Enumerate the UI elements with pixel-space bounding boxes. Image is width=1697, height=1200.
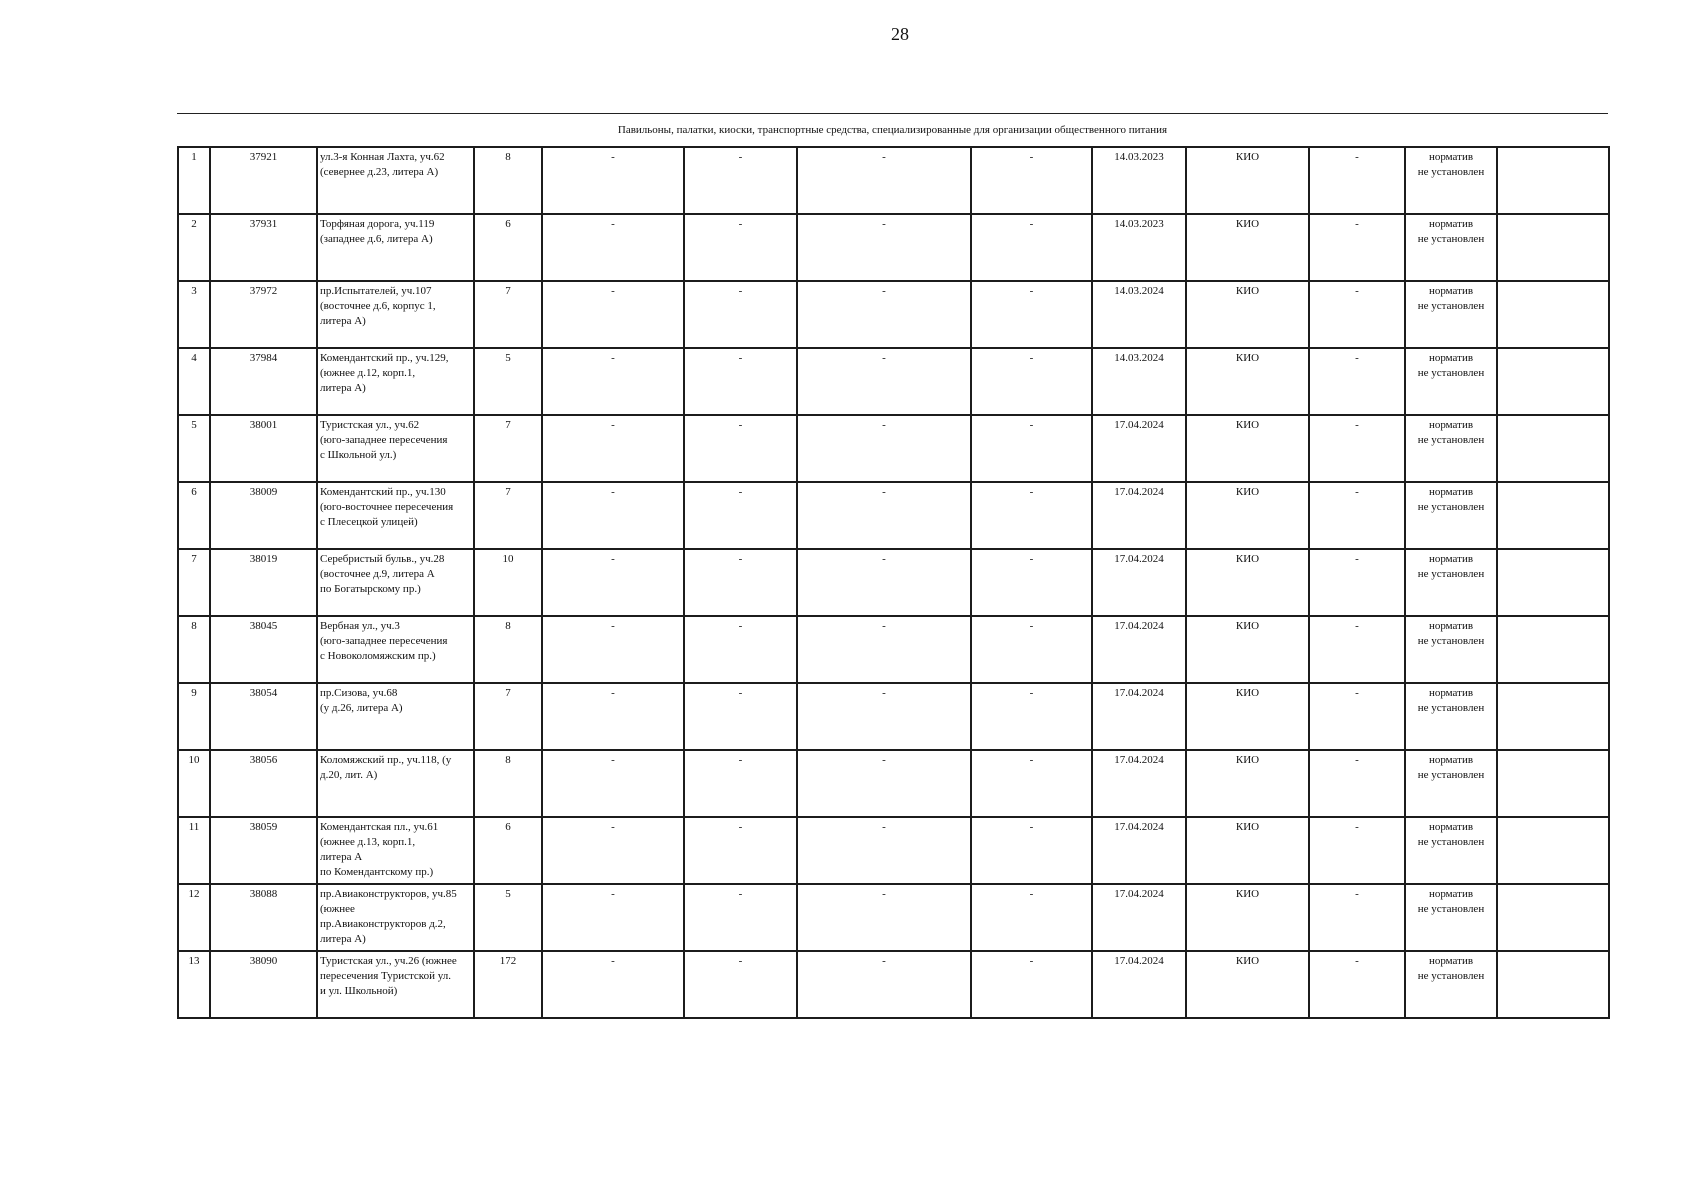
empty-value-cell: - <box>797 817 971 884</box>
object-id-cell: 38054 <box>210 683 317 750</box>
empty-value-cell: - <box>797 549 971 616</box>
table-row <box>178 616 1609 683</box>
area-cell: 8 <box>474 147 542 214</box>
area-cell: 5 <box>474 884 542 951</box>
row-number-cell: 11 <box>178 817 210 884</box>
empty-value-cell: - <box>542 348 684 415</box>
empty-value-cell: - <box>797 683 971 750</box>
address-cell: Туристская ул., уч.26 (южнее пересечения Туристской ул. и ул. Школьной) <box>317 951 474 1018</box>
empty-value-cell: - <box>797 214 971 281</box>
owner-cell: КИО <box>1186 348 1309 415</box>
empty-value-cell: - <box>542 683 684 750</box>
table-row <box>178 281 1609 348</box>
empty-value-cell: - <box>971 147 1092 214</box>
empty-value-cell: - <box>542 616 684 683</box>
area-cell: 6 <box>474 817 542 884</box>
empty-value-cell: - <box>542 214 684 281</box>
object-id-cell: 38001 <box>210 415 317 482</box>
empty-value-cell: - <box>1309 281 1405 348</box>
address-cell: пр.Испытателей, уч.107 (восточнее д.6, корпус 1, литера А) <box>317 281 474 348</box>
empty-value-cell: - <box>684 415 797 482</box>
empty-value-cell: - <box>797 281 971 348</box>
extra-cell-cell <box>1497 884 1609 951</box>
date-cell: 17.04.2024 <box>1092 817 1186 884</box>
empty-value-cell: - <box>684 951 797 1018</box>
empty-value-cell: - <box>684 884 797 951</box>
date-cell: 17.04.2024 <box>1092 683 1186 750</box>
empty-value-cell: - <box>542 147 684 214</box>
row-number-cell: 10 <box>178 750 210 817</box>
empty-value-cell: - <box>971 348 1092 415</box>
norm-status-cell: норматив не установлен <box>1405 884 1497 951</box>
date-cell: 17.04.2024 <box>1092 951 1186 1018</box>
owner-cell: КИО <box>1186 482 1309 549</box>
empty-value-cell: - <box>797 147 971 214</box>
empty-value-cell: - <box>797 750 971 817</box>
area-cell: 7 <box>474 482 542 549</box>
norm-status-cell: норматив не установлен <box>1405 549 1497 616</box>
address-cell: Вербная ул., уч.3 (юго-западнее пересечения с Новоколомяжским пр.) <box>317 616 474 683</box>
object-id-cell: 37984 <box>210 348 317 415</box>
object-id-cell: 38090 <box>210 951 317 1018</box>
section-rule <box>177 113 1608 114</box>
empty-value-cell: - <box>1309 415 1405 482</box>
extra-cell-cell <box>1497 281 1609 348</box>
empty-value-cell: - <box>1309 817 1405 884</box>
area-cell: 172 <box>474 951 542 1018</box>
address-cell: Коломяжский пр., уч.118, (у д.20, лит. А) <box>317 750 474 817</box>
date-cell: 17.04.2024 <box>1092 750 1186 817</box>
address-cell: Туристская ул., уч.62 (юго-западнее пересечения с Школьной ул.) <box>317 415 474 482</box>
empty-value-cell: - <box>684 549 797 616</box>
empty-value-cell: - <box>1309 214 1405 281</box>
empty-value-cell: - <box>797 616 971 683</box>
owner-cell: КИО <box>1186 147 1309 214</box>
date-cell: 17.04.2024 <box>1092 884 1186 951</box>
address-cell: ул.3-я Конная Лахта, уч.62 (севернее д.23, литера А) <box>317 147 474 214</box>
row-number-cell: 3 <box>178 281 210 348</box>
registry-table <box>177 146 1610 1019</box>
empty-value-cell: - <box>684 683 797 750</box>
date-cell: 17.04.2024 <box>1092 616 1186 683</box>
empty-value-cell: - <box>542 951 684 1018</box>
page-number: 28 <box>891 24 909 44</box>
object-id-cell: 37931 <box>210 214 317 281</box>
extra-cell-cell <box>1497 951 1609 1018</box>
empty-value-cell: - <box>1309 348 1405 415</box>
area-cell: 8 <box>474 750 542 817</box>
row-number-cell: 5 <box>178 415 210 482</box>
row-number-cell: 12 <box>178 884 210 951</box>
owner-cell: КИО <box>1186 616 1309 683</box>
extra-cell-cell <box>1497 817 1609 884</box>
date-cell: 14.03.2024 <box>1092 348 1186 415</box>
extra-cell-cell <box>1497 415 1609 482</box>
empty-value-cell: - <box>684 214 797 281</box>
empty-value-cell: - <box>542 281 684 348</box>
owner-cell: КИО <box>1186 683 1309 750</box>
empty-value-cell: - <box>1309 147 1405 214</box>
address-cell: пр.Авиаконструкторов, уч.85 (южнее пр.Авиаконструкторов д.2, литера А) <box>317 884 474 951</box>
object-id-cell: 38088 <box>210 884 317 951</box>
empty-value-cell: - <box>971 884 1092 951</box>
area-cell: 6 <box>474 214 542 281</box>
table-row <box>178 348 1609 415</box>
owner-cell: КИО <box>1186 214 1309 281</box>
date-cell: 17.04.2024 <box>1092 482 1186 549</box>
owner-cell: КИО <box>1186 549 1309 616</box>
date-cell: 14.03.2023 <box>1092 147 1186 214</box>
date-cell: 14.03.2024 <box>1092 281 1186 348</box>
object-id-cell: 37921 <box>210 147 317 214</box>
address-cell: Комендантский пр., уч.129, (южнее д.12, корп.1, литера А) <box>317 348 474 415</box>
empty-value-cell: - <box>971 683 1092 750</box>
norm-status-cell: норматив не установлен <box>1405 750 1497 817</box>
row-number-cell: 9 <box>178 683 210 750</box>
address-cell: Комендантский пр., уч.130 (юго-восточнее пересечения с Плесецкой улицей) <box>317 482 474 549</box>
empty-value-cell: - <box>542 482 684 549</box>
norm-status-cell: норматив не установлен <box>1405 348 1497 415</box>
section-title: Павильоны, палатки, киоски, транспортные средства, специализированные для организации общественного питания <box>617 124 1168 136</box>
table-row <box>178 683 1609 750</box>
area-cell: 5 <box>474 348 542 415</box>
norm-status-cell: норматив не установлен <box>1405 281 1497 348</box>
empty-value-cell: - <box>1309 884 1405 951</box>
norm-status-cell: норматив не установлен <box>1405 951 1497 1018</box>
object-id-cell: 38019 <box>210 549 317 616</box>
empty-value-cell: - <box>684 348 797 415</box>
extra-cell-cell <box>1497 750 1609 817</box>
empty-value-cell: - <box>971 616 1092 683</box>
owner-cell: КИО <box>1186 415 1309 482</box>
norm-status-cell: норматив не установлен <box>1405 817 1497 884</box>
area-cell: 7 <box>474 281 542 348</box>
norm-status-cell: норматив не установлен <box>1405 214 1497 281</box>
row-number-cell: 4 <box>178 348 210 415</box>
empty-value-cell: - <box>684 817 797 884</box>
empty-value-cell: - <box>971 415 1092 482</box>
empty-value-cell: - <box>684 147 797 214</box>
extra-cell-cell <box>1497 616 1609 683</box>
empty-value-cell: - <box>1309 750 1405 817</box>
empty-value-cell: - <box>542 817 684 884</box>
owner-cell: КИО <box>1186 884 1309 951</box>
table-row <box>178 750 1609 817</box>
registry-body <box>178 147 1609 1018</box>
object-id-cell: 38059 <box>210 817 317 884</box>
row-number-cell: 1 <box>178 147 210 214</box>
extra-cell-cell <box>1497 549 1609 616</box>
table-row <box>178 884 1609 951</box>
norm-status-cell: норматив не установлен <box>1405 482 1497 549</box>
empty-value-cell: - <box>971 214 1092 281</box>
address-cell: Серебристый бульв., уч.28 (восточнее д.9, литера А по Богатырскому пр.) <box>317 549 474 616</box>
empty-value-cell: - <box>797 415 971 482</box>
row-number-cell: 6 <box>178 482 210 549</box>
area-cell: 8 <box>474 616 542 683</box>
empty-value-cell: - <box>1309 951 1405 1018</box>
empty-value-cell: - <box>684 750 797 817</box>
empty-value-cell: - <box>797 951 971 1018</box>
address-cell: Комендантская пл., уч.61 (южнее д.13, корп.1, литера А по Комендантскому пр.) <box>317 817 474 884</box>
row-number-cell: 8 <box>178 616 210 683</box>
owner-cell: КИО <box>1186 951 1309 1018</box>
empty-value-cell: - <box>1309 549 1405 616</box>
row-number-cell: 13 <box>178 951 210 1018</box>
date-cell: 17.04.2024 <box>1092 415 1186 482</box>
empty-value-cell: - <box>684 616 797 683</box>
object-id-cell: 38009 <box>210 482 317 549</box>
norm-status-cell: норматив не установлен <box>1405 147 1497 214</box>
area-cell: 7 <box>474 683 542 750</box>
address-cell: Торфяная дорога, уч.119 (западнее д.6, литера А) <box>317 214 474 281</box>
owner-cell: КИО <box>1186 281 1309 348</box>
owner-cell: КИО <box>1186 817 1309 884</box>
empty-value-cell: - <box>542 549 684 616</box>
date-cell: 14.03.2023 <box>1092 214 1186 281</box>
table-row <box>178 951 1609 1018</box>
extra-cell-cell <box>1497 683 1609 750</box>
empty-value-cell: - <box>971 281 1092 348</box>
area-cell: 7 <box>474 415 542 482</box>
empty-value-cell: - <box>971 750 1092 817</box>
empty-value-cell: - <box>971 817 1092 884</box>
empty-value-cell: - <box>1309 683 1405 750</box>
area-cell: 10 <box>474 549 542 616</box>
empty-value-cell: - <box>797 348 971 415</box>
empty-value-cell: - <box>971 482 1092 549</box>
norm-status-cell: норматив не установлен <box>1405 415 1497 482</box>
table-row <box>178 147 1609 214</box>
row-number-cell: 2 <box>178 214 210 281</box>
empty-value-cell: - <box>971 549 1092 616</box>
empty-value-cell: - <box>1309 616 1405 683</box>
extra-cell-cell <box>1497 147 1609 214</box>
extra-cell-cell <box>1497 348 1609 415</box>
object-id-cell: 37972 <box>210 281 317 348</box>
norm-status-cell: норматив не установлен <box>1405 683 1497 750</box>
date-cell: 17.04.2024 <box>1092 549 1186 616</box>
extra-cell-cell <box>1497 214 1609 281</box>
table-row <box>178 482 1609 549</box>
address-cell: пр.Сизова, уч.68 (у д.26, литера А) <box>317 683 474 750</box>
empty-value-cell: - <box>542 884 684 951</box>
object-id-cell: 38056 <box>210 750 317 817</box>
empty-value-cell: - <box>1309 482 1405 549</box>
object-id-cell: 38045 <box>210 616 317 683</box>
row-number-cell: 7 <box>178 549 210 616</box>
norm-status-cell: норматив не установлен <box>1405 616 1497 683</box>
empty-value-cell: - <box>684 281 797 348</box>
table-row <box>178 214 1609 281</box>
table-row <box>178 549 1609 616</box>
empty-value-cell: - <box>797 884 971 951</box>
extra-cell-cell <box>1497 482 1609 549</box>
table-row <box>178 415 1609 482</box>
owner-cell: КИО <box>1186 750 1309 817</box>
empty-value-cell: - <box>797 482 971 549</box>
table-row <box>178 817 1609 884</box>
empty-value-cell: - <box>542 750 684 817</box>
empty-value-cell: - <box>684 482 797 549</box>
empty-value-cell: - <box>971 951 1092 1018</box>
empty-value-cell: - <box>542 415 684 482</box>
